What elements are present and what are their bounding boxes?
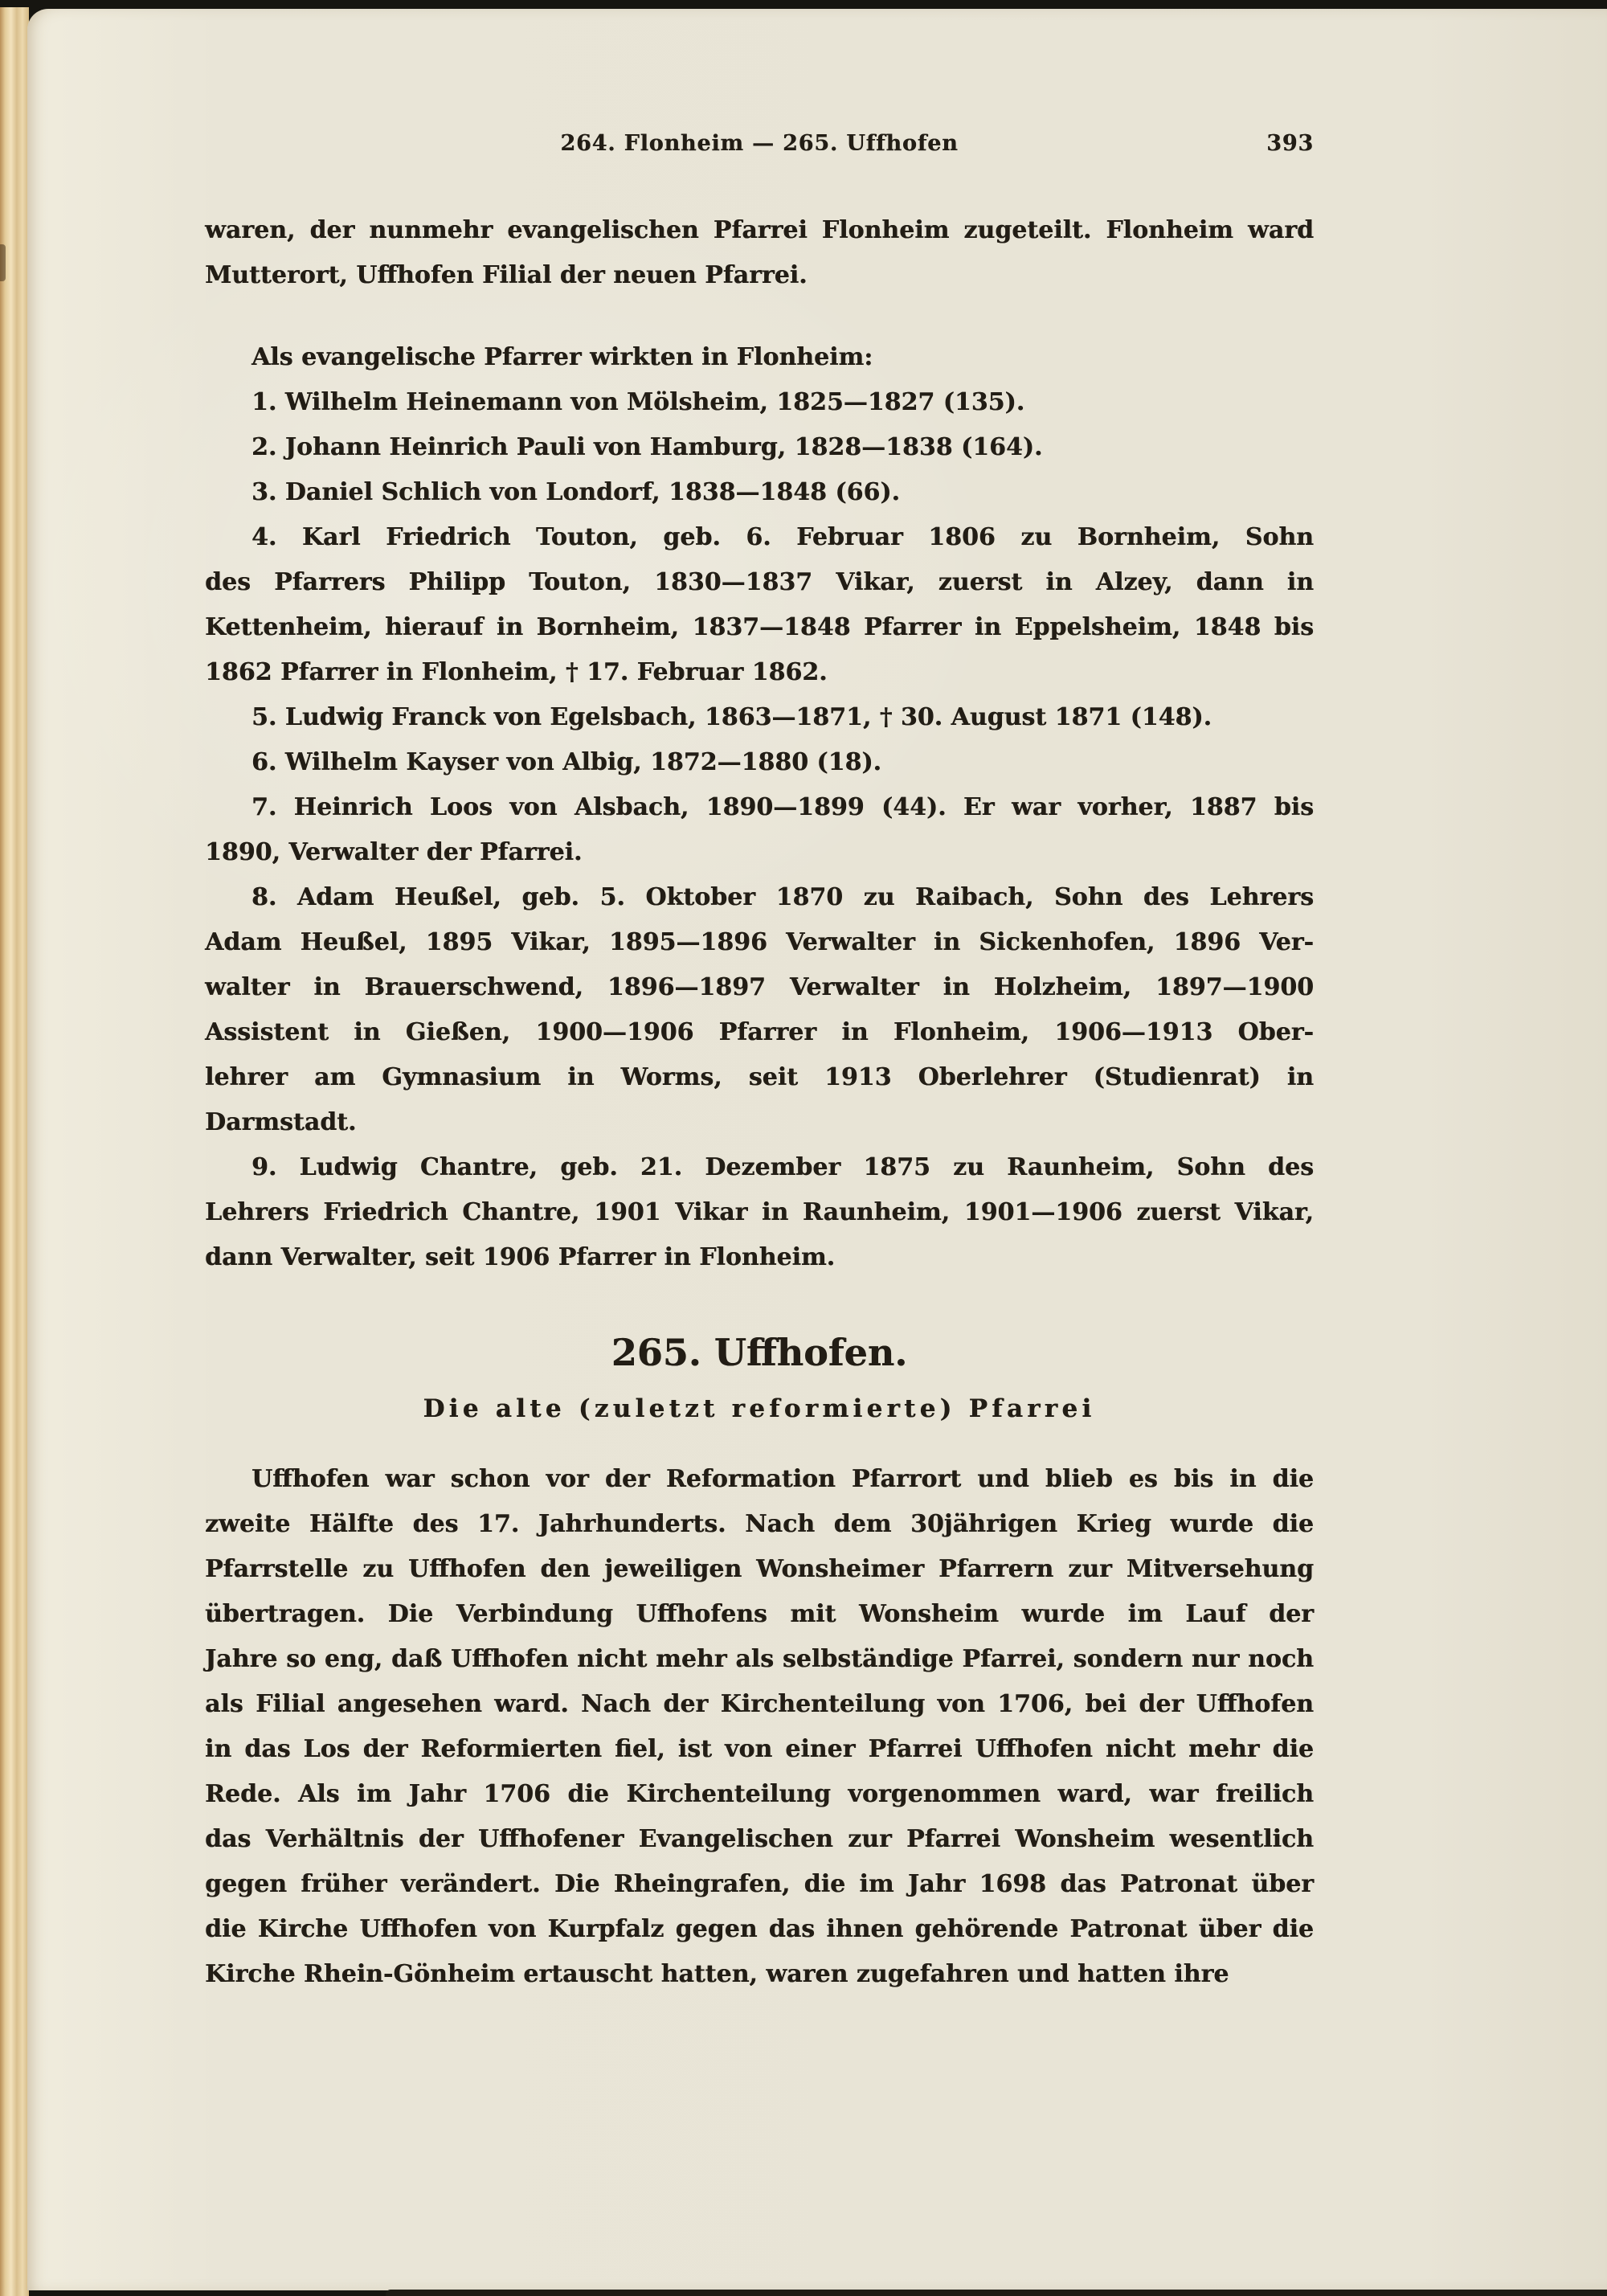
text-line: 9. Ludwig Chantre, geb. 21. Dezember 1875 zu Raunheim, Sohn des <box>251 1153 1314 1181</box>
pastor-entry-1 <box>205 380 1314 425</box>
text-line: 8. Adam Heußel, geb. 5. Oktober 1870 zu Raibach, Sohn des Lehrers <box>251 883 1314 911</box>
section-heading: 265. Uffhofen. <box>611 1331 908 1374</box>
running-header <box>205 128 1314 160</box>
scanner-bottom-band <box>386 2290 1607 2296</box>
text-line: Jahre so eng, daß Uffhofen nicht mehr als selbständige Pfarrei, sondern nur noch <box>205 1645 1314 1673</box>
text-line: in das Los der Reformierten fiel, ist von einer Pfarrei Uffhofen nicht mehr die <box>205 1735 1314 1763</box>
text-line: Assistent in Gießen, 1900—1906 Pfarrer in Flonheim, 1906—1913 Ober- <box>205 1018 1314 1046</box>
text-line: Darmstadt. <box>205 1108 357 1136</box>
section-paragraph <box>205 1457 1314 1997</box>
text-line: walter in Brauerschwend, 1896—1897 Verwalter in Holzheim, 1897—1900 <box>205 973 1314 1001</box>
text-line: 6. Wilhelm Kayser von Albig, 1872—1880 (18). <box>251 748 881 776</box>
pastor-entry-8 <box>205 875 1314 1145</box>
text-block <box>205 128 1314 1997</box>
text-line: Mutterort, Uffhofen Filial der neuen Pfarrei. <box>205 261 808 289</box>
text-line: gegen früher verändert. Die Rheingrafen, die im Jahr 1698 das Patronat über <box>205 1870 1314 1898</box>
text-line: Lehrers Friedrich Chantre, 1901 Vikar in Raunheim, 1901—1906 zuerst Vikar, <box>205 1198 1314 1226</box>
book-left-edge <box>0 7 29 2296</box>
text-line: als Filial angesehen ward. Nach der Kirchenteilung von 1706, bei der Uffhofen <box>205 1690 1314 1718</box>
section-subheading: Die alte (zuletzt reformierte) Pfarrei <box>423 1394 1096 1423</box>
text-line: 1862 Pfarrer in Flonheim, † 17. Februar 1862. <box>205 658 828 686</box>
text-line: zweite Hälfte des 17. Jahrhunderts. Nach dem 30jährigen Krieg wurde die <box>205 1510 1314 1538</box>
text-line: 5. Ludwig Franck von Egelsbach, 1863—1871, † 30. August 1871 (148). <box>251 703 1212 731</box>
text-line: 3. Daniel Schlich von Londorf, 1838—1848 (66). <box>251 478 900 506</box>
text-line: 7. Heinrich Loos von Alsbach, 1890—1899 (44). Er war vorher, 1887 bis <box>251 793 1314 821</box>
text-line: Kirche Rhein-Gönheim ertauscht hatten, waren zugefahren und hatten ihre <box>205 1960 1229 1988</box>
text-line: Uffhofen war schon vor der Reformation Pfarrort und blieb es bis in die <box>251 1465 1314 1493</box>
pastor-entry-4 <box>205 515 1314 695</box>
text-line: Pfarrstelle zu Uffhofen den jeweiligen Wonsheimer Pfarrern zur Mitversehung <box>205 1555 1314 1583</box>
pastor-entry-6 <box>205 740 1314 785</box>
text-line: die Kirche Uffhofen von Kurpfalz gegen das ihnen gehörende Patronat über die <box>205 1915 1314 1943</box>
text-line: waren, der nunmehr evangelischen Pfarrei Flonheim zugeteilt. Flonheim ward <box>205 216 1314 244</box>
header-title: 264. Flonheim — 265. Uffhofen <box>560 131 959 156</box>
text-line: 1890, Verwalter der Pfarrei. <box>205 838 583 866</box>
intro-paragraph <box>205 208 1314 298</box>
page-edge-nick <box>0 244 6 281</box>
paper <box>27 9 1607 2290</box>
text-line: lehrer am Gymnasium in Worms, seit 1913 Oberlehrer (Studienrat) in <box>205 1063 1314 1091</box>
pastor-entry-5 <box>205 695 1314 740</box>
text-line: Als evangelische Pfarrer wirkten in Flonheim: <box>251 343 873 371</box>
text-line: 1. Wilhelm Heinemann von Mölsheim, 1825—1827 (135). <box>251 388 1025 416</box>
text-line: das Verhältnis der Uffhofener Evangelischen zur Pfarrei Wonsheim wesentlich <box>205 1825 1314 1853</box>
text-line: Adam Heußel, 1895 Vikar, 1895—1896 Verwalter in Sickenhofen, 1896 Ver- <box>205 928 1314 956</box>
text-line: Kettenheim, hierauf in Bornheim, 1837—1848 Pfarrer in Eppelsheim, 1848 bis <box>205 613 1314 641</box>
text-line: übertragen. Die Verbindung Uffhofens mit Wonsheim wurde im Lauf der <box>205 1600 1314 1628</box>
page-number: 393 <box>1266 131 1314 156</box>
pastor-entry-7 <box>205 785 1314 875</box>
text-line: des Pfarrers Philipp Touton, 1830—1837 Vikar, zuerst in Alzey, dann in <box>205 568 1314 596</box>
text-line: 2. Johann Heinrich Pauli von Hamburg, 1828—1838 (164). <box>251 433 1043 461</box>
text-line: Rede. Als im Jahr 1706 die Kirchenteilung vorgenommen ward, war freilich <box>205 1780 1314 1808</box>
text-line: 4. Karl Friedrich Touton, geb. 6. Februar 1806 zu Bornheim, Sohn <box>251 523 1314 551</box>
pastor-entry-9 <box>205 1145 1314 1280</box>
pastor-entry-2 <box>205 425 1314 470</box>
pastors-list-intro <box>205 335 1314 380</box>
text-line: dann Verwalter, seit 1906 Pfarrer in Flonheim. <box>205 1243 836 1271</box>
pastor-entry-3 <box>205 470 1314 515</box>
